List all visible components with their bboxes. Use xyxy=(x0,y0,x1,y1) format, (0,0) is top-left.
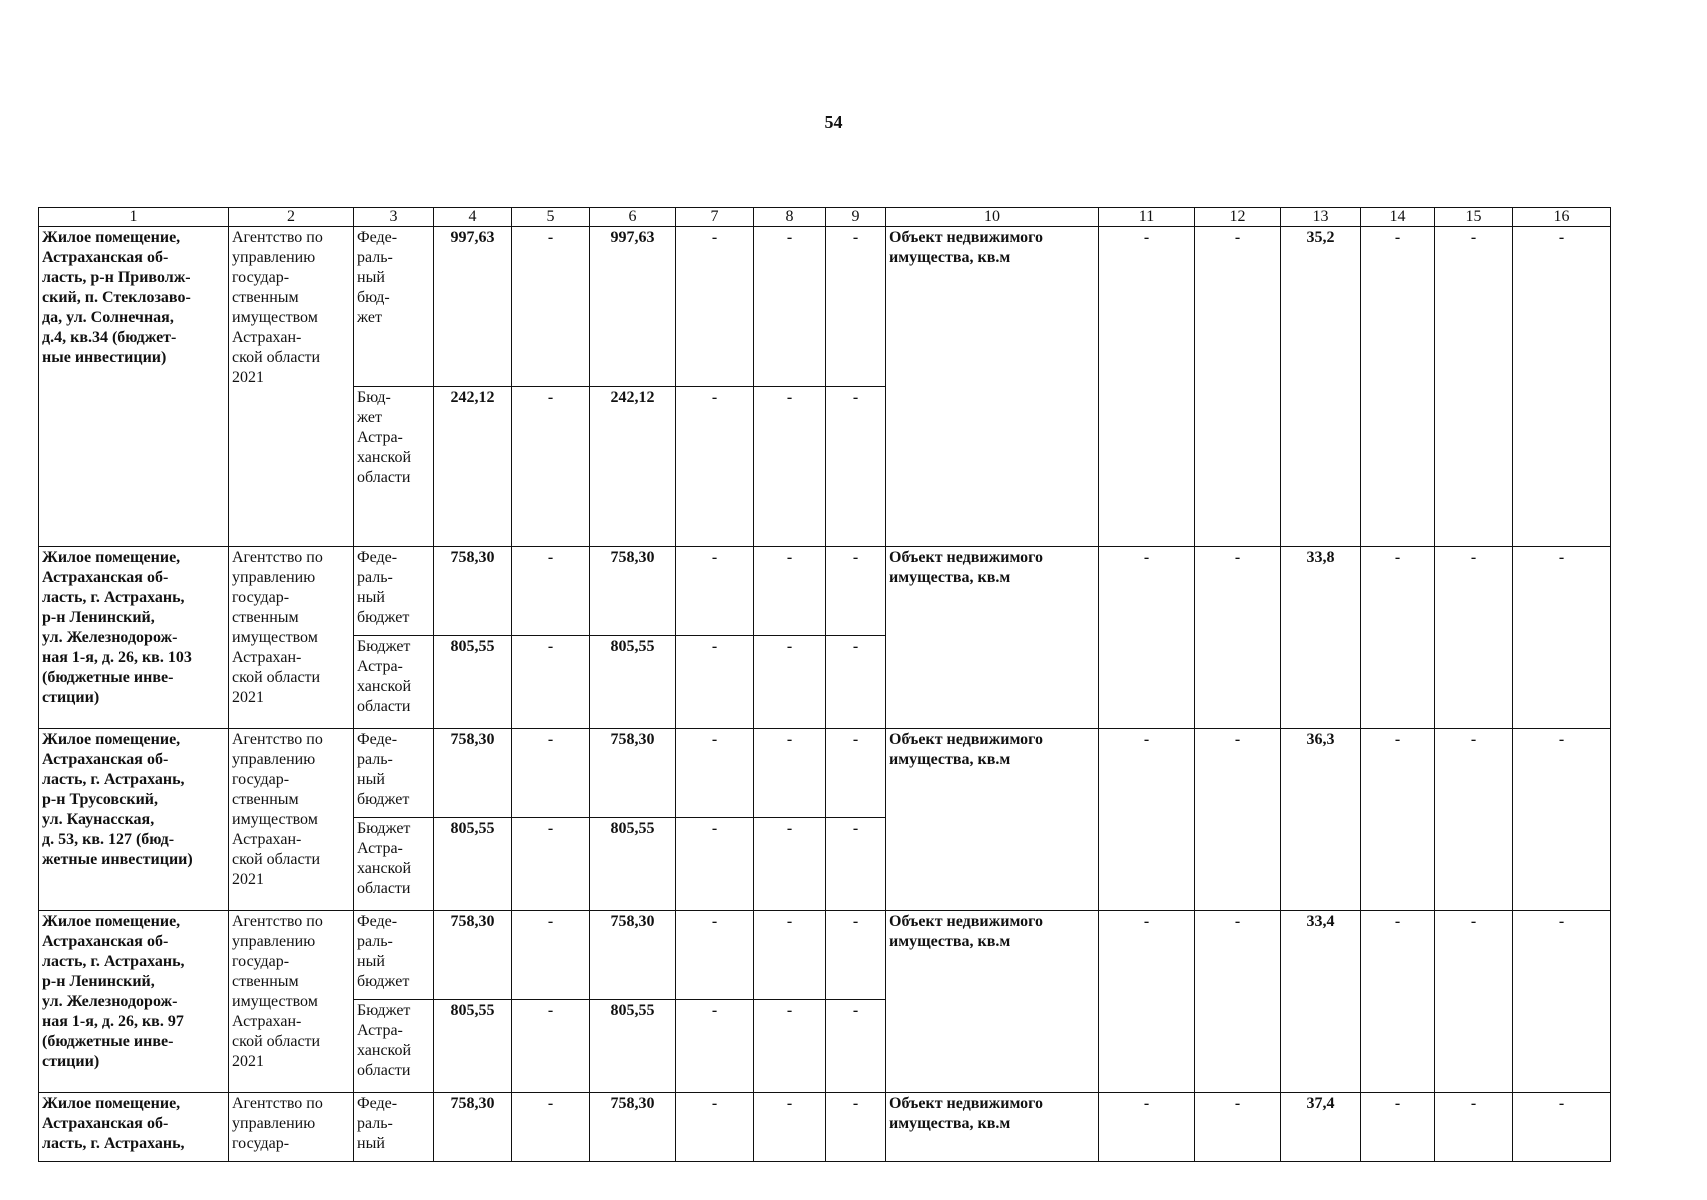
value-cell: 758,30 xyxy=(434,911,512,1000)
funding-source-cell: Бюджет Астра- ханской области xyxy=(354,818,434,911)
value-cell: - xyxy=(676,547,754,636)
table-row xyxy=(39,911,1611,1000)
value-cell: - xyxy=(676,636,754,729)
value-cell: - xyxy=(1195,227,1281,547)
value-cell: - xyxy=(1099,729,1195,911)
value-cell: - xyxy=(512,1000,590,1093)
value-cell: - xyxy=(676,1093,754,1162)
value-cell: - xyxy=(512,636,590,729)
area-cell: 33,4 xyxy=(1281,911,1361,1093)
column-header: 1 xyxy=(39,208,229,227)
value-cell: - xyxy=(1361,227,1435,547)
value-cell: - xyxy=(826,1093,886,1162)
object-cell: Жилое помещение, Астраханская об- ласть, г. Астрахань, р-н Трусовский, ул. Каунасская, д. 53, кв. 127 (бюд- жетные инвестиции) xyxy=(39,729,229,911)
area-cell: 35,2 xyxy=(1281,227,1361,547)
value-cell: - xyxy=(1099,227,1195,547)
value-cell: - xyxy=(826,387,886,547)
funding-source-cell: Бюджет Астра- ханской области xyxy=(354,636,434,729)
value-cell: 805,55 xyxy=(590,636,676,729)
column-header: 4 xyxy=(434,208,512,227)
value-cell: - xyxy=(754,547,826,636)
column-header: 5 xyxy=(512,208,590,227)
value-cell: 758,30 xyxy=(434,729,512,818)
area-cell: 36,3 xyxy=(1281,729,1361,911)
value-cell: - xyxy=(826,818,886,911)
value-cell: - xyxy=(512,911,590,1000)
column-header: 11 xyxy=(1099,208,1195,227)
funding-source-cell: Феде- раль- ный бюджет xyxy=(354,729,434,818)
value-cell: - xyxy=(1361,729,1435,911)
value-cell: - xyxy=(512,547,590,636)
funding-source-cell: Бюджет Астра- ханской области xyxy=(354,1000,434,1093)
object-cell: Жилое помещение, Астраханская об- ласть, г. Астрахань, xyxy=(39,1093,229,1162)
object-cell: Жилое помещение, Астраханская об- ласть, г. Астрахань, р-н Ленинский, ул. Железнодорож- ная 1-я, д. 26, кв. 97 (бюджетные инве- стиции) xyxy=(39,911,229,1093)
description-cell: Объект недвижимого имущества, кв.м xyxy=(886,547,1099,729)
value-cell: 805,55 xyxy=(434,1000,512,1093)
value-cell: - xyxy=(1099,1093,1195,1162)
value-cell: 242,12 xyxy=(590,387,676,547)
column-header: 15 xyxy=(1435,208,1513,227)
value-cell: 758,30 xyxy=(590,911,676,1000)
value-cell: - xyxy=(676,911,754,1000)
value-cell: - xyxy=(1195,729,1281,911)
funding-source-cell: Феде- раль- ный бюджет xyxy=(354,911,434,1000)
value-cell: - xyxy=(676,1000,754,1093)
value-cell: 805,55 xyxy=(434,636,512,729)
value-cell: - xyxy=(676,227,754,387)
value-cell: - xyxy=(676,387,754,547)
customer-cell: Агентство по управлению государ- ственным имуществом Астрахан- ской области 2021 xyxy=(229,547,354,729)
value-cell: - xyxy=(512,729,590,818)
value-cell: 997,63 xyxy=(590,227,676,387)
value-cell: 805,55 xyxy=(434,818,512,911)
value-cell: - xyxy=(1513,227,1611,547)
value-cell: - xyxy=(754,729,826,818)
column-number-row xyxy=(39,208,1611,227)
funding-source-cell: Феде- раль- ный xyxy=(354,1093,434,1162)
value-cell: - xyxy=(1513,911,1611,1093)
column-header: 10 xyxy=(886,208,1099,227)
area-cell: 37,4 xyxy=(1281,1093,1361,1162)
value-cell: - xyxy=(512,818,590,911)
value-cell: 242,12 xyxy=(434,387,512,547)
value-cell: - xyxy=(826,227,886,387)
value-cell: - xyxy=(1195,547,1281,729)
customer-cell: Агентство по управлению государ- ственным имуществом Астрахан- ской области 2021 xyxy=(229,729,354,911)
value-cell: - xyxy=(754,818,826,911)
value-cell: - xyxy=(1435,911,1513,1093)
value-cell: - xyxy=(826,911,886,1000)
value-cell: - xyxy=(1195,911,1281,1093)
value-cell: - xyxy=(1435,547,1513,729)
description-cell: Объект недвижимого имущества, кв.м xyxy=(886,227,1099,547)
column-header: 9 xyxy=(826,208,886,227)
column-header: 3 xyxy=(354,208,434,227)
description-cell: Объект недвижимого имущества, кв.м xyxy=(886,1093,1099,1162)
value-cell: - xyxy=(1513,1093,1611,1162)
column-header: 2 xyxy=(229,208,354,227)
value-cell: - xyxy=(826,636,886,729)
value-cell: 997,63 xyxy=(434,227,512,387)
value-cell: 805,55 xyxy=(590,818,676,911)
description-cell: Объект недвижимого имущества, кв.м xyxy=(886,911,1099,1093)
value-cell: - xyxy=(1435,227,1513,547)
value-cell: - xyxy=(754,636,826,729)
table-row xyxy=(39,1093,1611,1162)
value-cell: - xyxy=(754,387,826,547)
column-header: 14 xyxy=(1361,208,1435,227)
customer-cell: Агентство по управлению государ- ственным имуществом Астрахан- ской области 2021 xyxy=(229,911,354,1093)
funding-source-cell: Бюд- жет Астра- ханской области xyxy=(354,387,434,547)
value-cell: - xyxy=(1361,1093,1435,1162)
value-cell: - xyxy=(1361,547,1435,729)
value-cell: 805,55 xyxy=(590,1000,676,1093)
value-cell: - xyxy=(1513,547,1611,729)
column-header: 13 xyxy=(1281,208,1361,227)
value-cell: - xyxy=(676,729,754,818)
column-header: 6 xyxy=(590,208,676,227)
object-cell: Жилое помещение, Астраханская об- ласть, р-н Приволж- ский, п. Стеклозаво- да, ул. Солнечная, д.4, кв.34 (бюджет- ные инвестиции) xyxy=(39,227,229,547)
table-row xyxy=(39,547,1611,636)
customer-cell: Агентство по управлению государ- xyxy=(229,1093,354,1162)
table-row xyxy=(39,227,1611,387)
column-header: 8 xyxy=(754,208,826,227)
value-cell: 758,30 xyxy=(590,1093,676,1162)
funding-source-cell: Феде- раль- ный бюджет xyxy=(354,547,434,636)
customer-cell: Агентство по управлению государ- ственным имуществом Астрахан- ской области 2021 xyxy=(229,227,354,547)
value-cell: - xyxy=(826,729,886,818)
value-cell: - xyxy=(754,227,826,387)
object-cell: Жилое помещение, Астраханская об- ласть, г. Астрахань, р-н Ленинский, ул. Железнодорож- ная 1-я, д. 26, кв. 103 (бюджетные инве- стиции) xyxy=(39,547,229,729)
value-cell: - xyxy=(1099,911,1195,1093)
value-cell: - xyxy=(1099,547,1195,729)
column-header: 12 xyxy=(1195,208,1281,227)
description-cell: Объект недвижимого имущества, кв.м xyxy=(886,729,1099,911)
value-cell: - xyxy=(1361,911,1435,1093)
value-cell: - xyxy=(1435,1093,1513,1162)
value-cell: - xyxy=(512,227,590,387)
value-cell: 758,30 xyxy=(590,729,676,818)
value-cell: 758,30 xyxy=(434,1093,512,1162)
value-cell: 758,30 xyxy=(434,547,512,636)
value-cell: - xyxy=(826,547,886,636)
value-cell: - xyxy=(826,1000,886,1093)
column-header: 7 xyxy=(676,208,754,227)
value-cell: - xyxy=(754,1093,826,1162)
value-cell: - xyxy=(1195,1093,1281,1162)
value-cell: - xyxy=(512,1093,590,1162)
area-cell: 33,8 xyxy=(1281,547,1361,729)
value-cell: - xyxy=(754,911,826,1000)
value-cell: - xyxy=(512,387,590,547)
table-row xyxy=(39,729,1611,818)
value-cell: - xyxy=(754,1000,826,1093)
page-number: 54 xyxy=(824,112,843,132)
value-cell: - xyxy=(1513,729,1611,911)
value-cell: - xyxy=(1435,729,1513,911)
funding-source-cell: Феде- раль- ный бюд- жет xyxy=(354,227,434,387)
column-header: 16 xyxy=(1513,208,1611,227)
value-cell: - xyxy=(676,818,754,911)
value-cell: 758,30 xyxy=(590,547,676,636)
budget-table xyxy=(38,207,1611,1162)
